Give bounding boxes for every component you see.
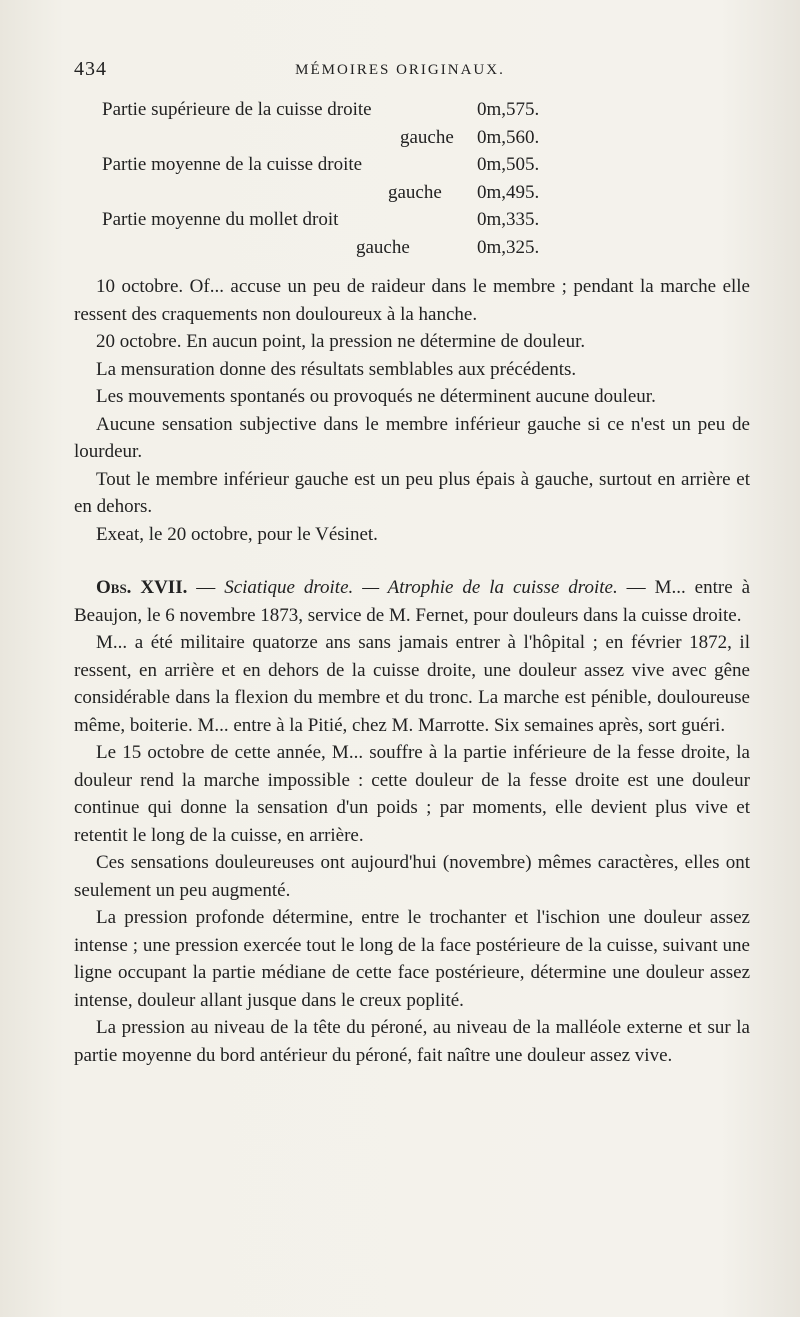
observation-heading: Obs. XVII. — Sciatique droite. — Atrophie de la cuisse droite. — M... entre à Beaujon, le 6 novembre 1873, service de M. Fernet, pour douleurs dans la cuisse droite. [74, 577, 750, 626]
paragraph: Les mouvements spontanés ou provoqués ne déterminent aucune douleur. [96, 386, 656, 407]
observation-title: Sciatique droite. — Atrophie de la cuisse droite. [224, 577, 618, 598]
measurement-row [74, 206, 750, 234]
paragraph: Exeat, le 20 octobre, pour le Vésinet. [96, 523, 378, 545]
measurement-label: Partie supérieure de la cuisse droite [102, 99, 372, 120]
measurement-row [74, 151, 750, 179]
measurement-value: 0m,505. [477, 154, 540, 175]
page-body [74, 96, 750, 1069]
paragraph: La mensuration donne des résultats semblables aux précédents. [96, 358, 577, 380]
paragraph: M... a été militaire quatorze ans sans jamais entrer à l'hôpital ; en février 1872, il ressent, en arrière et en dehors de la cuisse droite, une douleur assez vive avec gêne considérable dans la flexion du membre et du tronc. La marche est pénible, douloureuse même, boiterie. M... entre à la Pitié, chez M. Marrotte. Six semaines après, sort guéri. [74, 632, 750, 736]
observation-intro: M... entre à Beaujon, le 6 novembre 1873, service de M. Fernet, pour douleurs dans la cuisse droite. [74, 577, 750, 626]
paragraph: Tout le membre inférieur gauche est un peu plus épais à gauche, surtout en arrière et en dehors. [74, 468, 750, 517]
measurement-row [74, 234, 750, 262]
paragraph: Aucune sensation subjective dans le membre inférieur gauche si ce n'est un peu de lourdeur. [74, 413, 750, 462]
measurement-row [74, 96, 750, 124]
measurement-value: 0m,575. [477, 99, 540, 120]
measurement-label: gauche [400, 126, 454, 148]
page-number: 434 [74, 58, 107, 80]
measurement-label: Partie moyenne de la cuisse droite [102, 154, 363, 175]
paragraph: La pression profonde détermine, entre le trochanter et l'ischion une douleur assez intense ; une pression exercée tout le long de la face postérieure de la cuisse, suivant une ligne occupant la partie médiane de cette face postérieure, détermine une douleur assez intense, douleur allant jusque dans le creux poplité. [74, 907, 750, 1011]
page-header [74, 58, 726, 88]
running-title: MÉMOIRES ORIGINAUX. [295, 62, 505, 78]
paragraph: 20 octobre. En aucun point, la pression ne détermine de douleur. [96, 331, 586, 352]
measurement-row [74, 179, 750, 207]
measurement-label: gauche [388, 181, 442, 203]
paragraph: 10 octobre. Of... accuse un peu de raideur dans le membre ; pendant la marche elle ressent des craquements non douloureux à la hanche. [74, 276, 750, 325]
paragraph: La pression au niveau de la tête du péroné, au niveau de la malléole externe et sur la partie moyenne du bord antérieur du péroné, fait naître une douleur assez vive. [74, 1017, 750, 1066]
paragraph: Ces sensations douleureuses ont aujourd'hui (novembre) mêmes caractères, elles ont seulement un peu augmenté. [74, 852, 750, 901]
measurement-value: 0m,325. [477, 236, 540, 258]
measurement-label: Partie moyenne du mollet droit [102, 209, 339, 230]
measurement-value: 0m,560. [477, 126, 540, 148]
observation-label: Obs. XVII. [96, 577, 188, 598]
measurement-row [74, 124, 750, 152]
measurement-list [74, 96, 750, 261]
measurement-value: 0m,495. [477, 181, 540, 203]
measurement-value: 0m,335. [477, 209, 540, 230]
paragraph: Le 15 octobre de cette année, M... souffre à la partie inférieure de la fesse droite, la douleur rend la marche impossible : cette douleur de la fesse droite est une douleur continue qui donne la sensation d'un poids ; par moments, elle devient plus vive et retentit le long de la cuisse, en arrière. [74, 742, 750, 846]
measurement-label: gauche [356, 236, 410, 258]
